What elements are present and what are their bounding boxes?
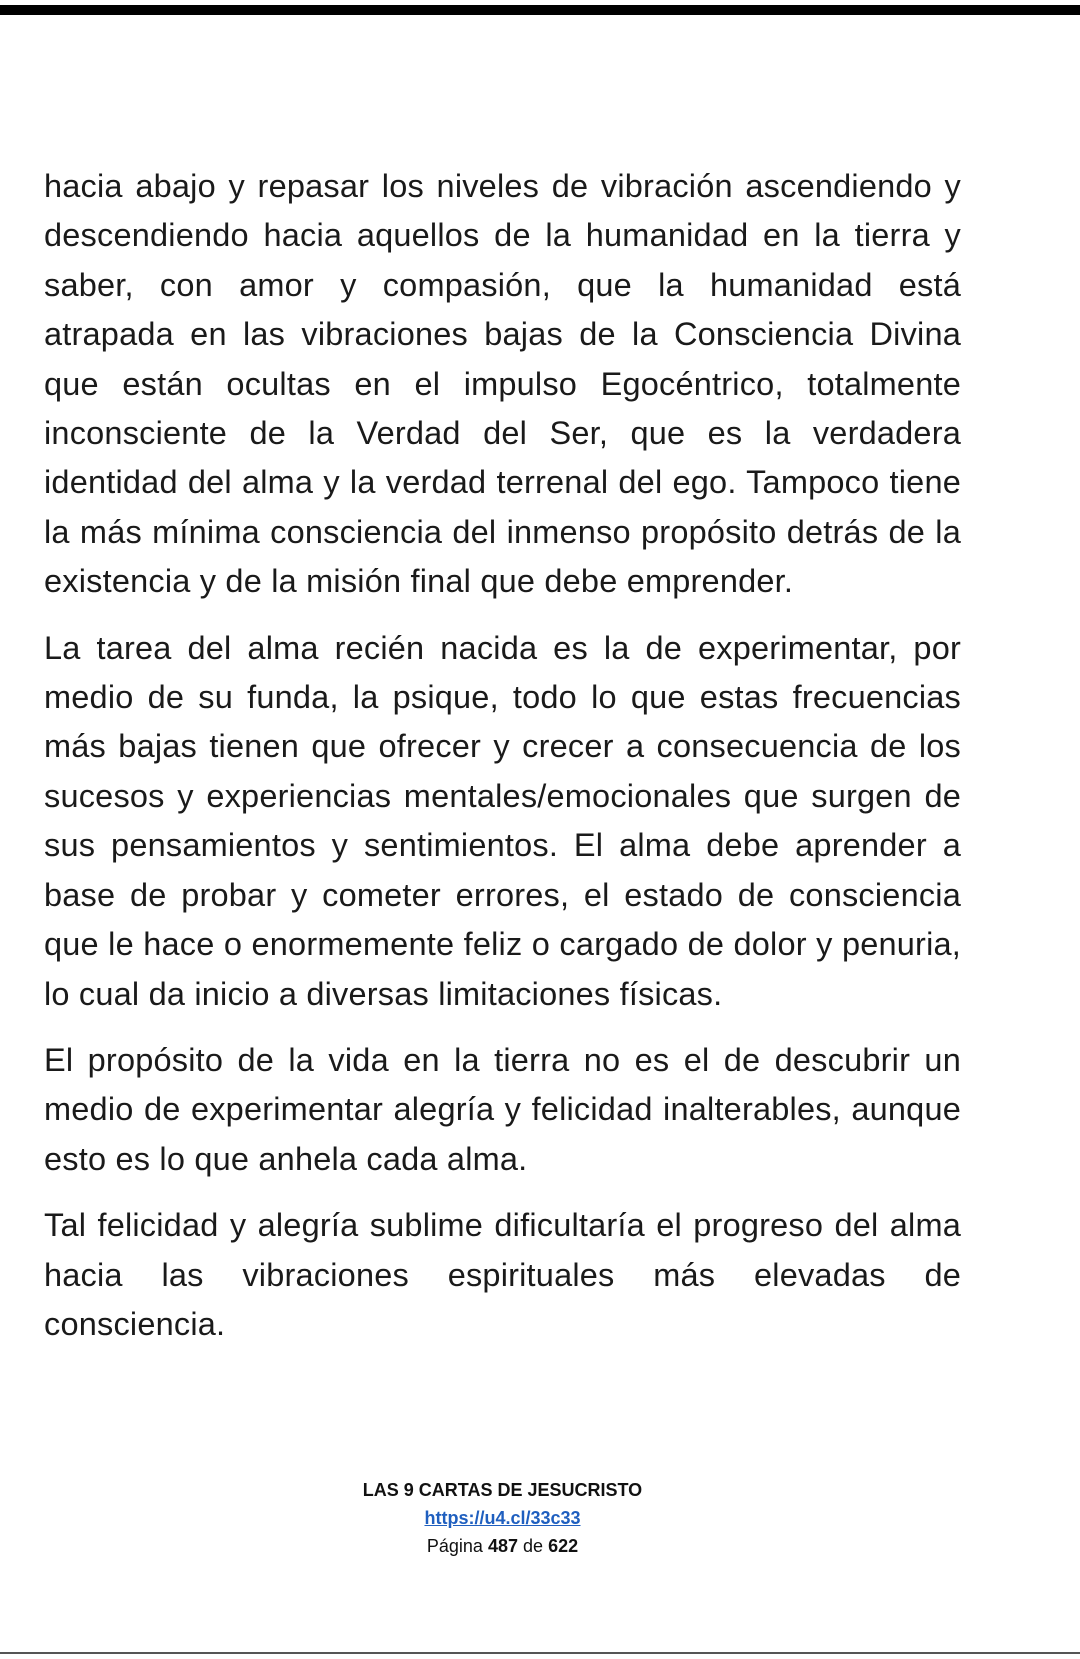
book-title: LAS 9 CARTAS DE JESUCRISTO: [362, 1480, 643, 1500]
top-border-rule: [0, 5, 1080, 15]
total-pages: 622: [548, 1536, 579, 1556]
paragraph-4: Tal felicidad y alegría sublime dificultaría el progreso del alma hacia las vibraciones espirituales más elevadas de consciencia.: [44, 1207, 961, 1342]
paragraph-1: hacia abajo y repasar los niveles de vibración ascendiendo y descendiendo hacia aquellos de la humanidad en la tierra y saber, con amor y compasión, que la humanidad está atrapada en las vibraciones bajas de la Consciencia Divina que están ocultas en el impulso Egocéntrico, totalmente inconsciente de la Verdad del Ser, que es la verdadera identidad del alma y la verdad terrenal del ego. Tampoco tiene la más mínima consciencia del inmenso propósito detrás de la existencia y de la misión final que debe emprender.: [44, 168, 961, 600]
of-label: de: [523, 1536, 544, 1556]
page-label: Página: [426, 1536, 483, 1556]
page-number: 487: [487, 1536, 518, 1556]
page-footer: [0, 1476, 1005, 1560]
page-body: [44, 162, 961, 1366]
page-indicator: [0, 1532, 1005, 1560]
bottom-border-rule: [0, 1652, 1080, 1654]
book-link[interactable]: https://u4.cl/33c33: [424, 1508, 581, 1528]
paragraph-2: La tarea del alma recién nacida es la de experimentar, por medio de su funda, la psique, todo lo que estas frecuencias más bajas tienen que ofrecer y crecer a consecuencia de los sucesos y experiencias mentales/emocionales que surgen de sus pensamientos y sentimientos. El alma debe aprender a base de probar y cometer errores, el estado de consciencia que le hace o enormemente feliz o cargado de dolor y penuria, lo cual da inicio a diversas limitaciones físicas.: [44, 629, 961, 1012]
paragraph-3: El propósito de la vida en la tierra no es el de descubrir un medio de experimentar alegría y felicidad inalterables, aunque esto es lo que anhela cada alma.: [44, 1041, 961, 1177]
